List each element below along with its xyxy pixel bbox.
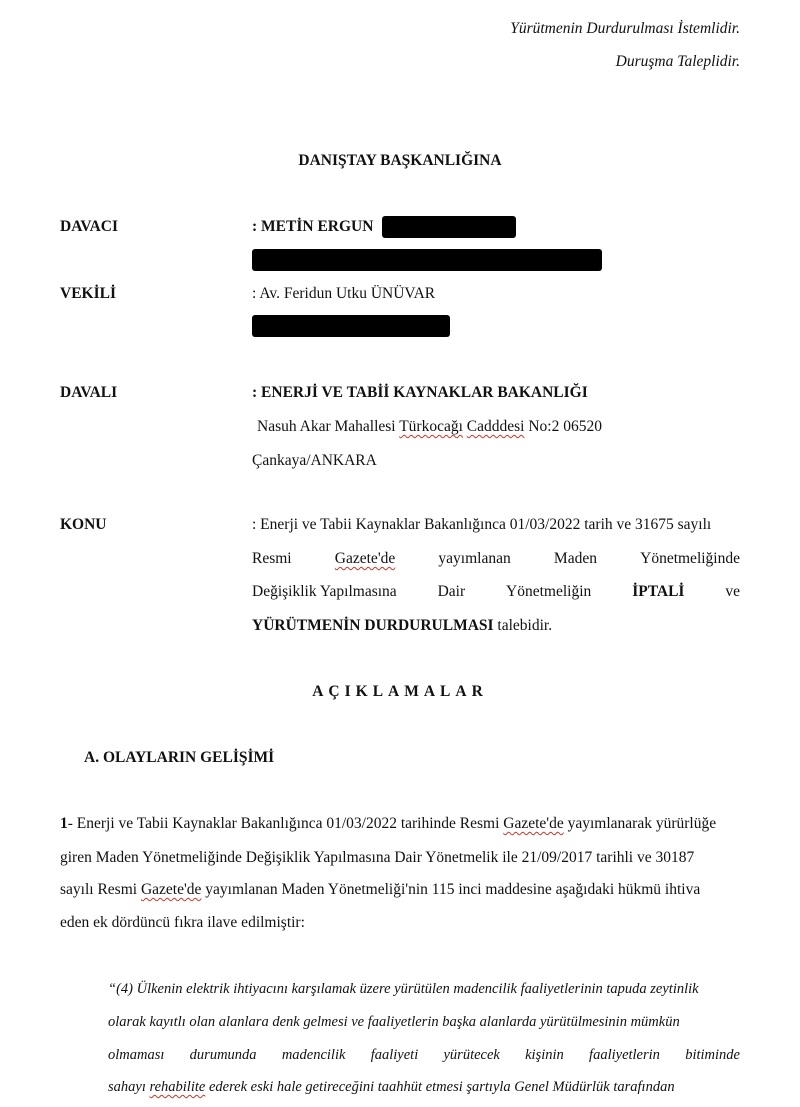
- paragraph-1-line-2: giren Maden Yönetmeliğinde Değişiklik Yapılmasına Dair Yönetmelik ile 21/09/2017 tarihli ve 30187: [60, 849, 695, 866]
- davali-address-line-1: Nasuh Akar Mahallesi Türkocağı Cadddesi No:2 06520: [257, 418, 602, 435]
- paragraph-1-line-3: sayılı Resmi Gazete'de yayımlanan Maden Yönetmeliği'nin 115 inci maddesine aşağıdaki hükmü ihtiva: [60, 881, 701, 898]
- subsection-title: A. OLAYLARIN GELİŞİMİ: [84, 749, 275, 766]
- konu-label: KONU: [60, 516, 107, 533]
- davaci-label: DAVACI: [60, 218, 119, 235]
- redaction-bar: [252, 249, 602, 271]
- page-title: DANIŞTAY BAŞKANLIĞINA: [298, 152, 502, 169]
- quote-line-1: “(4) Ülkenin elektrik ihtiyacını karşılamak üzere yürütülen madencilik faaliyetlerinin tapuda zeytinlik: [108, 981, 699, 997]
- paragraph-1-line-4: eden ek dördüncü fıkra ilave edilmiştir:: [60, 914, 305, 931]
- redaction-bar: [382, 216, 516, 238]
- quote-line-4: sahayı rehabilite ederek eski hale getireceğini taahhüt etmesi şartıyla Genel Müdürlük tarafından: [108, 1079, 675, 1095]
- konu-line-2: Resmi Gazete'de yayımlanan Maden Yönetmeliğinde: [252, 550, 740, 567]
- vekili-label: VEKİLİ: [60, 285, 116, 302]
- davali-label: DAVALI: [60, 384, 118, 401]
- davali-address-line-2: Çankaya/ANKARA: [252, 452, 377, 469]
- section-title: AÇIKLAMALAR: [312, 683, 488, 700]
- header-note-2: Duruşma Taleplidir.: [615, 53, 740, 70]
- redaction-bar: [252, 315, 450, 337]
- quote-line-3: olmaması durumunda madencilik faaliyeti yürütecek kişinin faaliyetlerin bitiminde: [108, 1047, 740, 1063]
- konu-line-1: : Enerji ve Tabii Kaynaklar Bakanlığınca 01/03/2022 tarih ve 31675 sayılı: [252, 516, 712, 533]
- header-note-1: Yürütmenin Durdurulması İstemlidir.: [510, 20, 740, 37]
- quote-line-2: olarak kayıtlı olan alanlara denk gelmesi ve faaliyetlerin başka alanlarda yürütülmesinin mümkün: [108, 1014, 680, 1030]
- vekili-value: : Av. Feridun Utku ÜNÜVAR: [252, 285, 436, 302]
- davali-value: : ENERJİ VE TABİİ KAYNAKLAR BAKANLIĞI: [252, 384, 588, 401]
- paragraph-1-line-1: 1- Enerji ve Tabii Kaynaklar Bakanlığınca 01/03/2022 tarihinde Resmi Gazete'de yayımlanarak yürürlüğe: [60, 815, 717, 832]
- konu-line-4: YÜRÜTMENİN DURDURULMASI talebidir.: [252, 617, 553, 634]
- davaci-value: : METİN ERGUN: [252, 218, 374, 235]
- konu-line-3: Değişiklik Yapılmasına Dair Yönetmeliğin İPTALİ ve: [252, 583, 740, 600]
